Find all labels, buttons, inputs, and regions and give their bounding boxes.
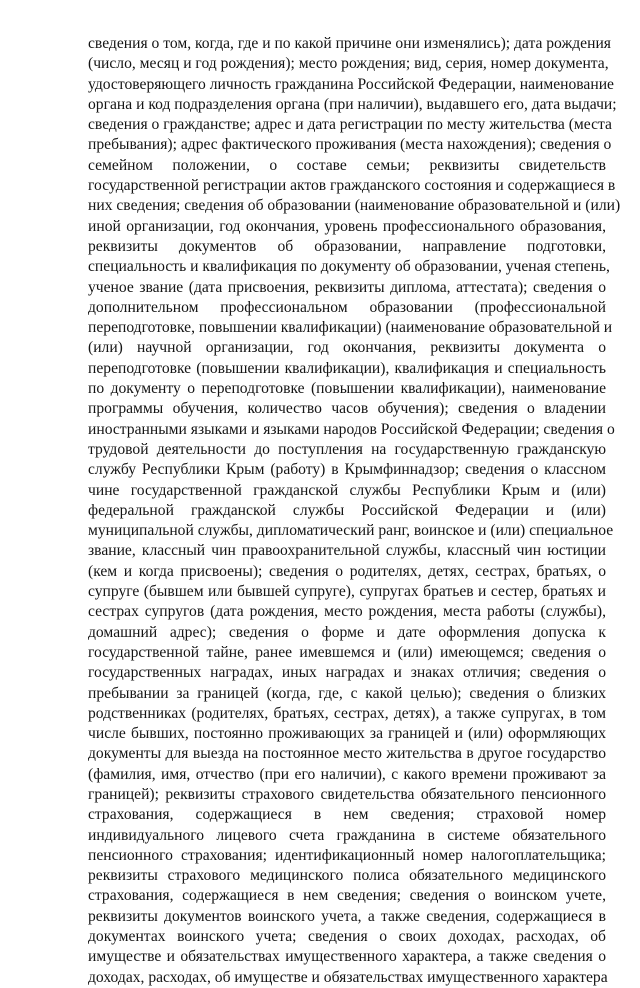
- text-line: пенсионного страхования; идентификационный номер налогоплательщика;: [88, 846, 606, 864]
- text-line: звание, классный чин правоохранительной службы, классный чин юстиции: [88, 542, 606, 560]
- text-line: специальность и квалификация по документу об образовании, ученая степень,: [88, 258, 610, 276]
- text-line: программы обучения, количество часов обучения); сведения о владении: [88, 400, 606, 418]
- text-line: (или) научной организации, год окончания, реквизиты документа о: [88, 339, 606, 357]
- text-line: переподготовке (повышении квалификации), квалификация и специальность: [88, 359, 606, 377]
- text-line: реквизиты страхового медицинского полиса обязательного медицинского: [88, 867, 606, 885]
- text-line: муниципальной службы, дипломатический ранг, воинское и (или) специальное: [88, 522, 614, 540]
- text-line: реквизиты документов воинского учета, а также сведения, содержащиеся в: [88, 907, 606, 925]
- text-line: документы для выезда на постоянное место жительства в другое государство: [88, 745, 606, 763]
- text-line: государственной тайне, ранее имевшемся и (или) имеющемся; сведения о: [88, 643, 606, 661]
- text-line: (фамилия, имя, отчество (при его наличии), с какого времени проживают за: [88, 765, 606, 783]
- text-line: границей); реквизиты страхового свидетельства обязательного пенсионного: [88, 785, 606, 803]
- text-line: индивидуального лицевого счета гражданина в системе обязательного: [88, 826, 606, 844]
- text-line: (число, месяц и год рождения); место рождения; вид, серия, номер документа,: [88, 55, 609, 73]
- text-line: семейном положении, о составе семьи; реквизиты свидетельств: [88, 156, 606, 174]
- text-line: числе бывших, постоянно проживающих за границей и (или) оформляющих: [88, 725, 606, 743]
- text-line: супруге (бывшем или бывшей супруге), супругах братьев и сестер, братьях и: [88, 583, 606, 601]
- text-line: иной организации, год окончания, уровень профессионального образования,: [88, 217, 606, 235]
- text-line: пребывания); адрес фактического проживания (места нахождения); сведения о: [88, 136, 612, 154]
- text-line: страхования, содержащиеся в нем сведения; страховой номер: [88, 806, 606, 824]
- text-line: домашний адрес); сведения о форме и дате оформления допуска к: [88, 623, 606, 641]
- text-line: сестрах супругов (дата рождения, место рождения, места работы (службы),: [88, 603, 606, 621]
- text-line: государственных наградах, иных наградах и знаках отличия; сведения о: [88, 664, 606, 682]
- text-line: (кем и когда присвоены); сведения о родителях, детях, сестрах, братьях, о: [88, 562, 606, 580]
- text-line: ученое звание (дата присвоения, реквизиты диплома, аттестата); сведения о: [88, 278, 606, 296]
- text-line: страхования, содержащиеся в нем сведения; сведения о воинском учете,: [88, 887, 606, 905]
- text-line: переподготовке, повышении квалификации) (наименование образовательной и: [88, 319, 613, 337]
- text-line: федеральной гражданской службы Российской Федерации и (или): [88, 501, 606, 519]
- body-text: [88, 34, 621, 988]
- text-line: дополнительном профессиональном образовании (профессиональной: [88, 298, 606, 316]
- text-line: государственной регистрации актов гражданского состояния и содержащиеся в: [88, 177, 616, 195]
- text-line: по документу о переподготовке (повышении квалификации), наименование: [88, 380, 606, 398]
- text-line: имуществе и обязательствах имущественного характера, а также сведения о: [88, 948, 606, 966]
- text-line: чине государственной гражданской службы Республики Крым и (или): [88, 481, 606, 499]
- text-line: сведения о том, когда, где и по какой причине они изменялись); дата рождения: [88, 35, 611, 52]
- text-line: пребывании за границей (когда, где, с какой целью); сведения о близких: [88, 684, 606, 702]
- text-line: иностранными языками и языками народов Российской Федерации; сведения о: [88, 420, 615, 438]
- text-line: реквизиты документов об образовании, направление подготовки,: [88, 237, 606, 255]
- text-line: удостоверяющего личность гражданина Российской Федерации, наименование: [88, 75, 614, 93]
- text-line: доходах, расходах, об имуществе и обязательствах имущественного характера: [88, 968, 608, 986]
- text-line: родственниках (родителях, братьях, сестрах, детях), а также супругах, в том: [88, 704, 606, 722]
- text-line: сведения о гражданстве; адрес и дата регистрации по месту жительства (места: [88, 116, 612, 134]
- text-line: документах воинского учета; сведения о своих доходах, расходах, об: [88, 928, 606, 946]
- text-line: трудовой деятельности до поступления на государственную гражданскую: [88, 440, 606, 458]
- text-line: службу Республики Крым (работу) в Крымфиннадзор; сведения о классном: [88, 461, 606, 479]
- text-line: них сведения; сведения об образовании (наименование образовательной и (или): [88, 197, 621, 215]
- text-line: органа и код подразделения органа (при наличии), выдавшего его, дата выдачи;: [88, 95, 617, 113]
